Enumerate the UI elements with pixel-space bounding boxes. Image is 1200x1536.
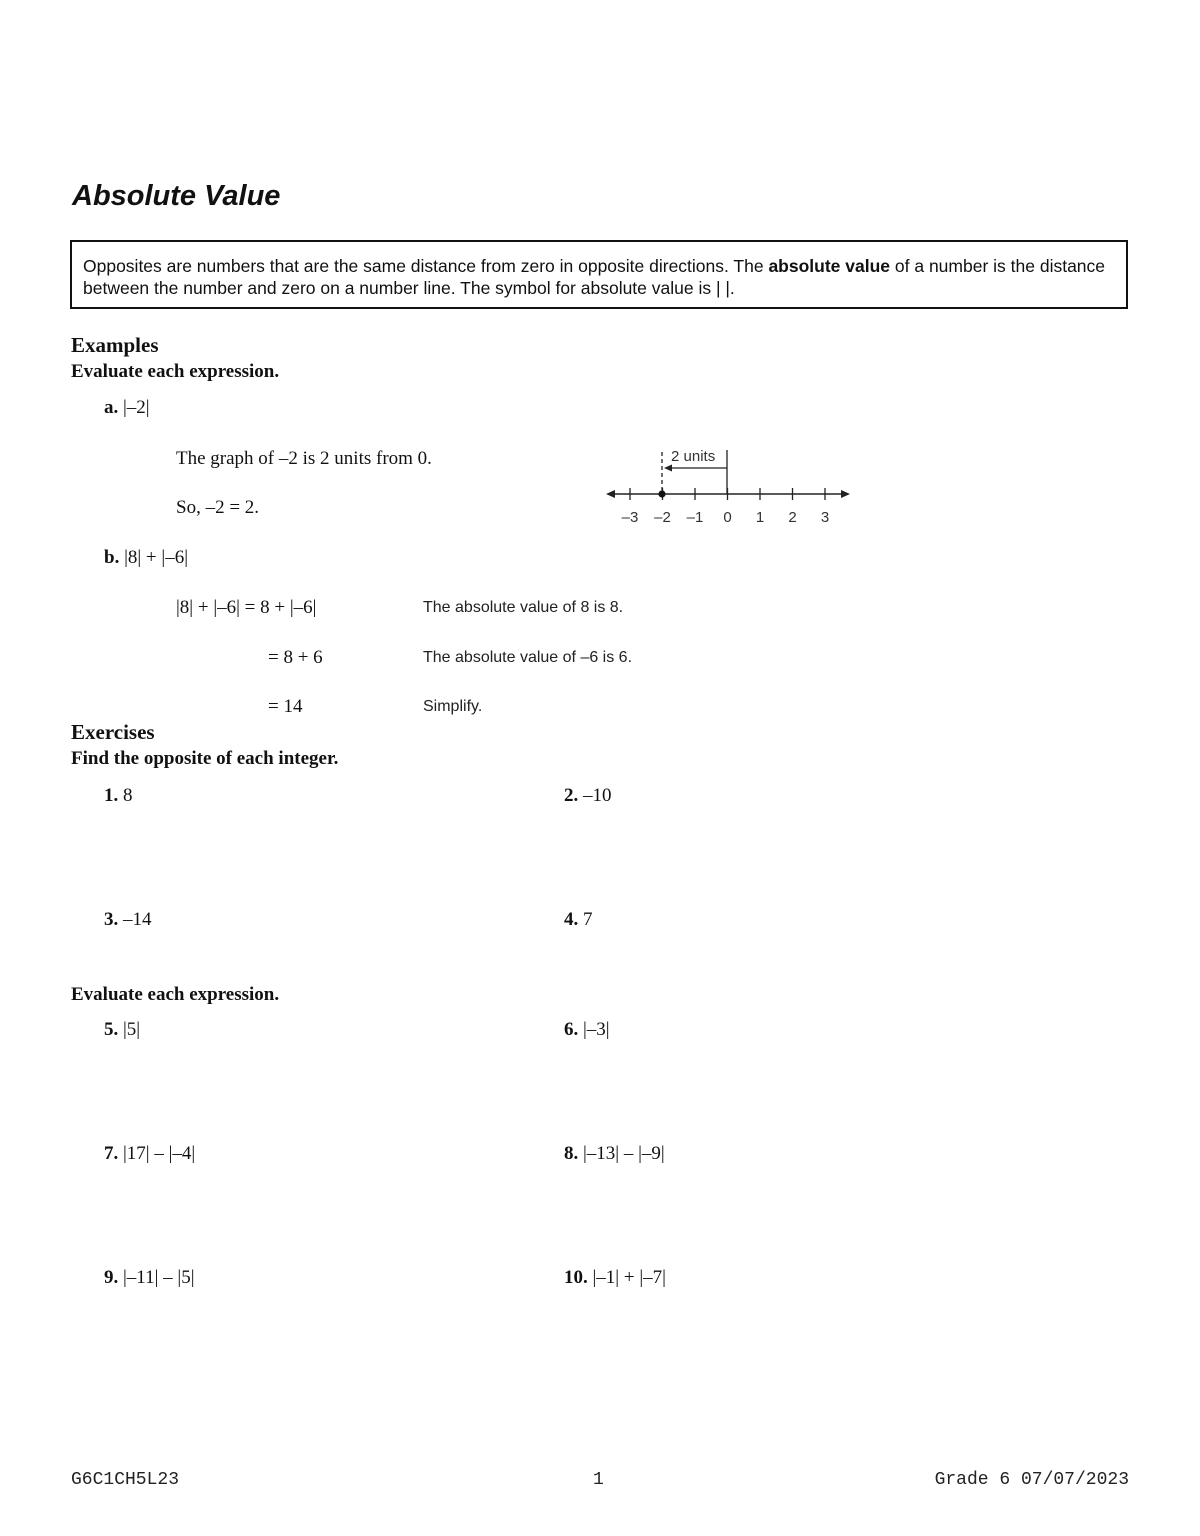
exercises-heading: Exercises <box>71 720 155 744</box>
example-a-line2: So, –2 = 2. <box>176 497 260 518</box>
footer-grade-date: Grade 6 07/07/2023 <box>934 1470 1129 1490</box>
example-b-note-3: Simplify. <box>423 698 483 715</box>
definition-text-2: of a number is the distance between the number and zero on a number line. The symbol for absolute value is | |. <box>83 256 1106 298</box>
tick-label: –1 <box>686 509 704 526</box>
exercise-4: 4. 7 <box>564 909 593 930</box>
exercise-1: 1. 8 <box>104 785 133 806</box>
number-line <box>600 440 860 530</box>
exercise-10: 10. |–1| + |–7| <box>564 1267 666 1288</box>
right-arrow-icon <box>841 490 850 498</box>
exercises-instruction-2: Evaluate each expression. <box>71 984 280 1005</box>
tick-label: –2 <box>654 509 671 526</box>
examples-heading: Examples <box>71 333 159 357</box>
exercise-6: 6. |–3| <box>564 1019 610 1040</box>
example-b-step-1: |8| + |–6| = 8 + |–6| <box>176 597 317 618</box>
definition-box <box>70 240 1128 309</box>
examples-instruction: Evaluate each expression. <box>71 361 280 382</box>
exercises-instruction-1: Find the opposite of each integer. <box>71 748 339 769</box>
left-arrow-icon <box>606 490 615 498</box>
footer-code: G6C1CH5L23 <box>71 1470 180 1490</box>
exercise-5: 5. |5| <box>104 1019 141 1040</box>
tick-label: –3 <box>621 509 639 526</box>
example-b-step-3: = 14 <box>268 696 303 717</box>
exercise-9: 9. |–11| – |5| <box>104 1267 195 1288</box>
definition-text-1: Opposites are numbers that are the same distance from zero in opposite directions. The <box>83 256 769 276</box>
exercise-7: 7. |17| – |–4| <box>104 1143 196 1164</box>
exercise-8: 8. |–13| – |–9| <box>564 1143 665 1164</box>
example-a <box>104 397 150 419</box>
tick-label: 2 <box>788 509 797 526</box>
example-b-step-2: = 8 + 6 <box>268 647 323 668</box>
distance-annotation: 2 units <box>671 448 716 465</box>
example-b-label: b. <box>104 547 120 568</box>
example-b-note-2: The absolute value of –6 is 6. <box>423 649 633 666</box>
example-a-expression: |–2| <box>123 397 150 418</box>
example-a-line1: The graph of –2 is 2 units from 0. <box>176 448 432 469</box>
example-a-label: a. <box>104 397 119 418</box>
tick-label: 0 <box>723 509 732 526</box>
example-b-note-1: The absolute value of 8 is 8. <box>423 599 624 616</box>
page-title: Absolute Value <box>72 180 281 212</box>
exercise-2: 2. –10 <box>564 785 612 806</box>
tick-label: 3 <box>820 509 830 526</box>
distance-arrow-head-icon <box>664 465 672 472</box>
example-b-expression: |8| + |–6| <box>124 547 189 568</box>
point-minus-2 <box>658 490 665 497</box>
tick-label: 1 <box>755 509 765 526</box>
exercise-3: 3. –14 <box>104 909 152 930</box>
example-b <box>104 547 188 569</box>
footer-page-number: 1 <box>593 1470 604 1490</box>
definition-term: absolute value <box>768 256 891 276</box>
